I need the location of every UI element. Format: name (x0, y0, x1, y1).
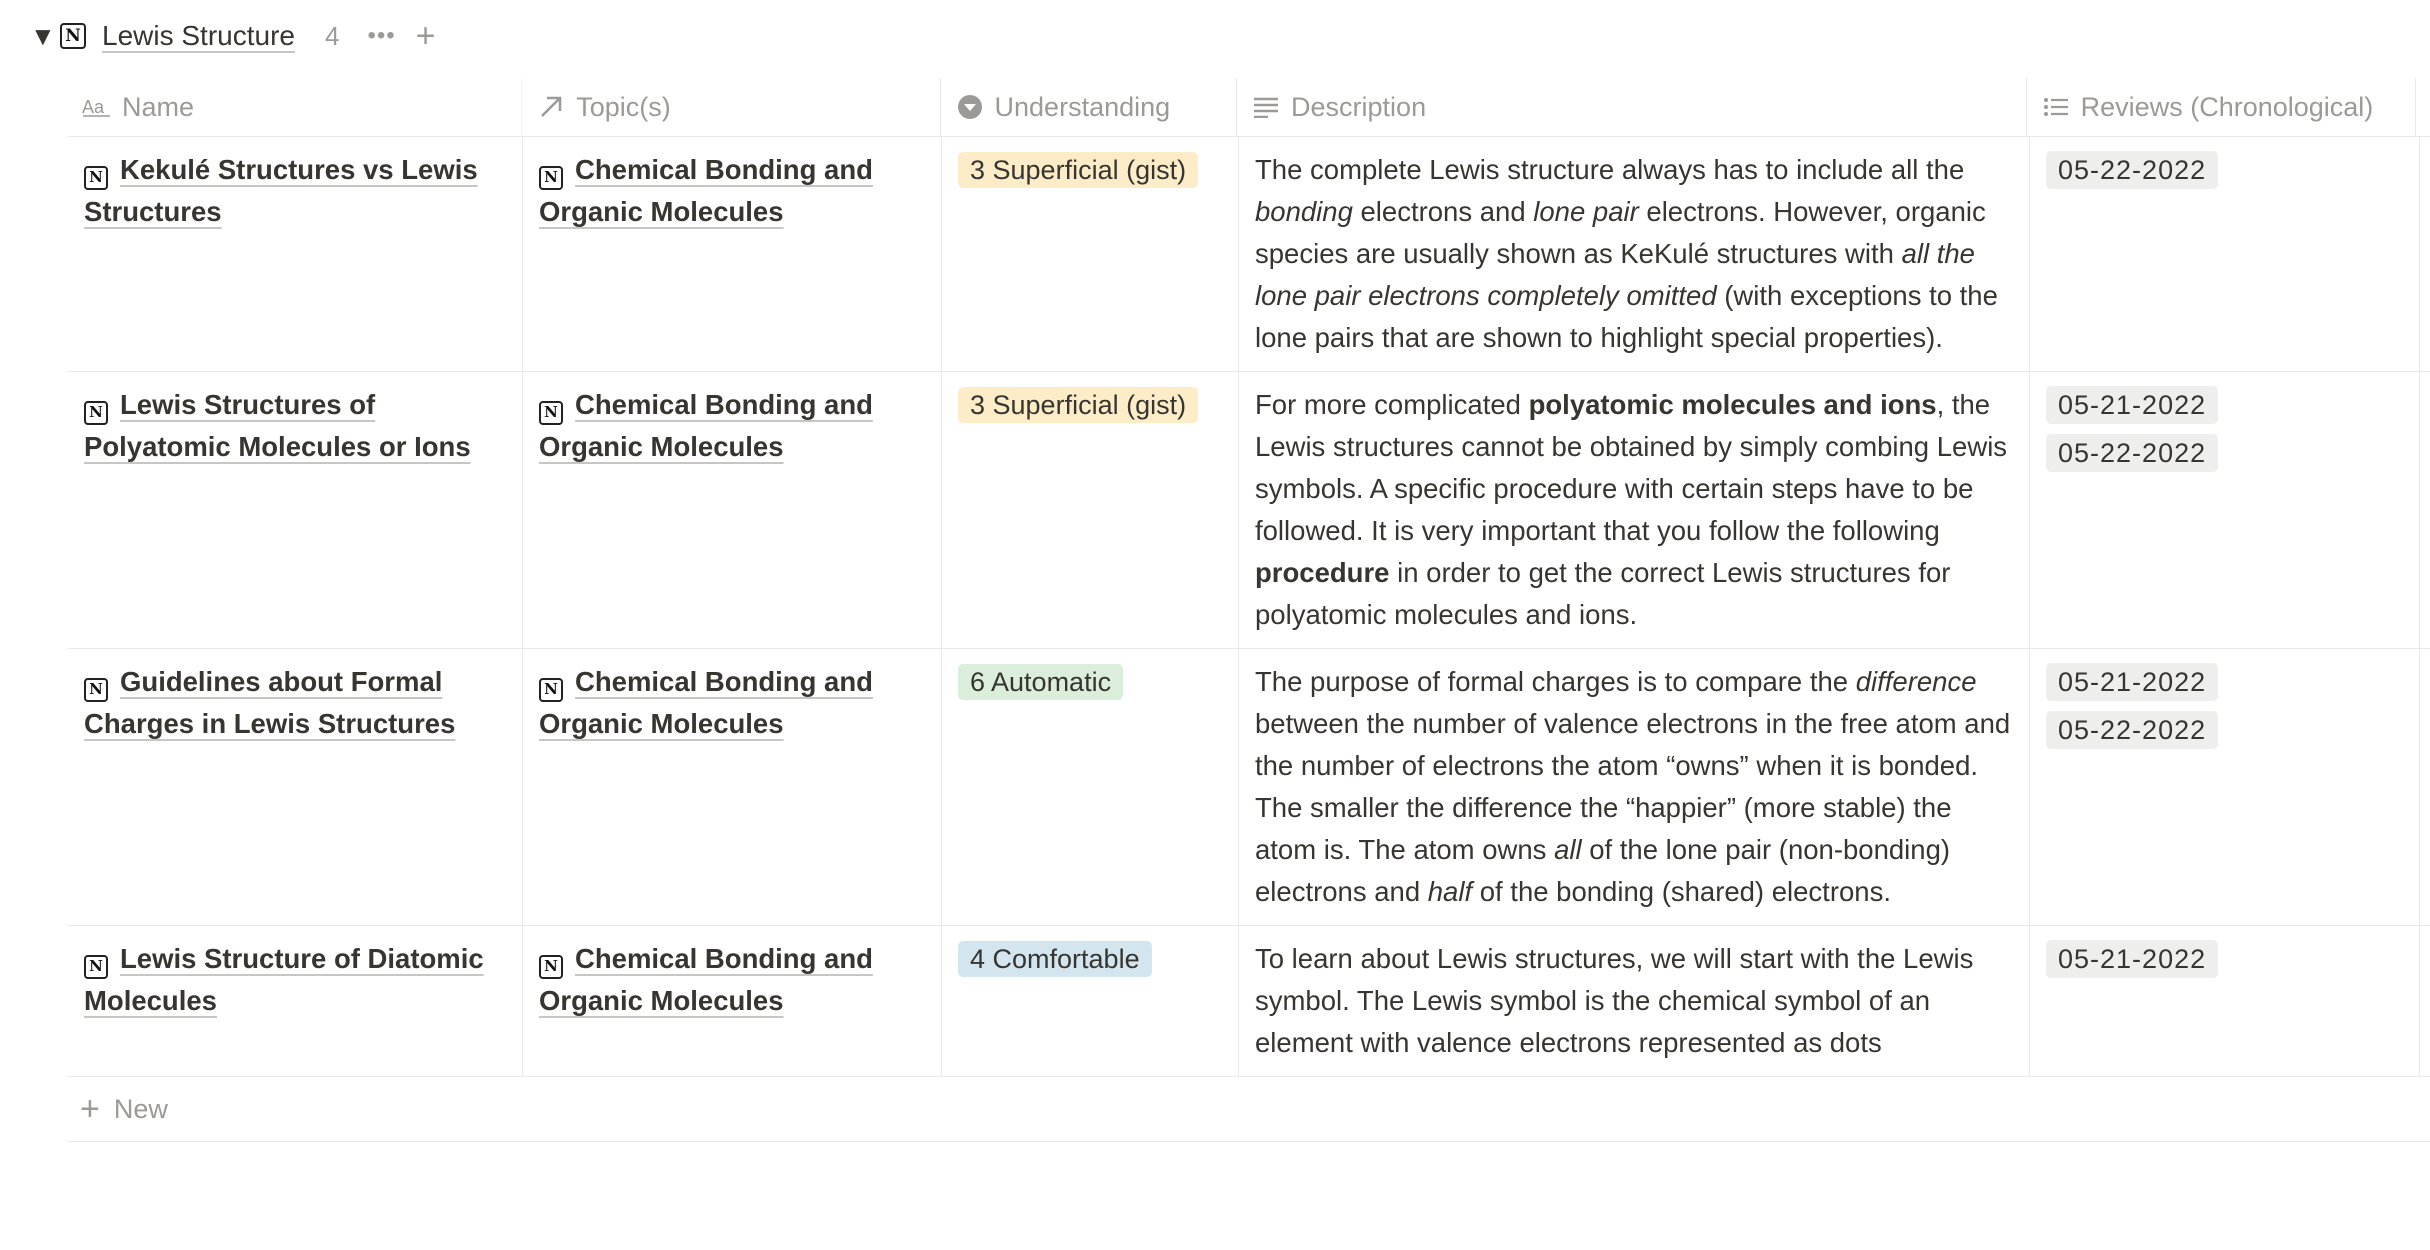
understanding-cell[interactable] (942, 137, 1239, 371)
table-row[interactable] (68, 372, 2430, 649)
description-cell[interactable] (1239, 372, 2030, 648)
table-body (68, 137, 2430, 1077)
notion-page-icon: N (60, 23, 86, 49)
description-text: The purpose of formal charges is to compare the (1255, 666, 1856, 697)
text-property-icon (82, 96, 112, 118)
plus-icon[interactable]: + (415, 16, 436, 55)
description-text: , the Lewis structures cannot be obtained by simply combing Lewis symbols. A specific procedure with certain steps have to be followed. It is very important that you follow the following (1255, 389, 2008, 546)
notion-page-icon: N (539, 166, 563, 190)
topic-cell[interactable] (523, 372, 942, 648)
page-title: Kekulé Structures vs Lewis Structures (84, 154, 478, 227)
more-horizontal-icon[interactable]: ••• (367, 22, 396, 49)
description-text: electrons. However, organic species are usually shown as KeKulé structures with (1255, 196, 1986, 269)
description-text: To learn about Lewis structures, we will start with the Lewis symbol. The Lewis symbol is the chemical symbol of an element with valence electrons represented as dots (1255, 943, 1974, 1058)
topic-cell[interactable] (523, 926, 942, 1076)
description-text: polyatomic molecules and ions (1528, 389, 1937, 420)
review-date-chip: 05-21-2022 (2046, 663, 2218, 701)
description-text: bonding (1255, 196, 1353, 227)
description-cell[interactable] (1239, 926, 2030, 1076)
understanding-cell[interactable] (942, 649, 1239, 925)
reviews-cell[interactable] (2030, 137, 2420, 371)
description-text: of the lone pair (non-bonding) electrons and (1255, 834, 1951, 907)
description-text: all (1554, 834, 1582, 865)
name-cell[interactable] (68, 372, 523, 648)
description-text: half (1427, 876, 1473, 907)
understanding-tag: 3 Superficial (gist) (958, 152, 1198, 188)
description-text: procedure (1255, 557, 1390, 588)
description-text: lone pair (1533, 196, 1639, 227)
column-header-understanding[interactable]: Understanding (941, 78, 1238, 136)
list-property-icon (2041, 96, 2071, 118)
description-cell[interactable] (1239, 137, 2030, 371)
review-date-chip: 05-22-2022 (2046, 711, 2218, 749)
table-row[interactable] (68, 137, 2430, 372)
page-title: Lewis Structure of Diatomic Molecules (84, 943, 484, 1016)
page-link[interactable] (84, 154, 478, 227)
topic-title: Chemical Bonding and Organic Molecules (539, 389, 873, 462)
description-text: between the number of valence electrons in the free atom and the number of electrons the atom “owns” when it is bonded. The smaller the difference the “happier” (more stable) the atom is. The atom owns (1255, 708, 2011, 865)
understanding-tag: 6 Automatic (958, 664, 1123, 700)
column-header-name[interactable]: Aa Name (68, 78, 522, 136)
table-row[interactable] (68, 926, 2430, 1077)
topic-cell[interactable] (523, 137, 942, 371)
overflow-cell (2420, 926, 2430, 1076)
description-text: of the bonding (shared) electrons. (1472, 876, 1891, 907)
topic-cell[interactable] (523, 649, 942, 925)
group-title[interactable]: Lewis Structure (102, 20, 295, 51)
notion-page-icon: N (539, 401, 563, 425)
description-text: For more complicated (1255, 389, 1529, 420)
svg-text:Aa: Aa (82, 97, 105, 117)
table-row[interactable] (68, 649, 2430, 926)
page-link[interactable] (84, 943, 484, 1016)
plus-icon: + (80, 1089, 100, 1128)
review-date-chip: 05-22-2022 (2046, 434, 2218, 472)
collapse-toggle-icon[interactable]: ▼ (30, 20, 56, 51)
notion-page-icon: N (539, 678, 563, 702)
notion-page-icon: N (84, 678, 108, 702)
description-text: The complete Lewis structure always has to include all the (1255, 154, 1965, 185)
topic-relation-link[interactable] (539, 154, 873, 227)
description-cell[interactable] (1239, 649, 2030, 925)
description-text: electrons and (1352, 196, 1534, 227)
column-header-overflow (2416, 78, 2430, 136)
name-cell[interactable] (68, 926, 523, 1076)
page-title: Lewis Structures of Polyatomic Molecules or Ions (84, 389, 471, 462)
column-header-topics[interactable]: Topic(s) (522, 78, 940, 136)
database-table (68, 78, 2430, 1142)
relation-arrow-icon (536, 94, 566, 120)
notion-page-icon: N (84, 955, 108, 979)
table-header-row (68, 78, 2430, 137)
description-text: (with exceptions to the lone pairs that are shown to highlight special properties). (1255, 280, 1998, 353)
column-header-description[interactable]: Description (1237, 78, 2027, 136)
reviews-cell[interactable] (2030, 926, 2420, 1076)
notion-page-icon: N (539, 955, 563, 979)
topic-title: Chemical Bonding and Organic Molecules (539, 943, 873, 1016)
name-cell[interactable] (68, 137, 523, 371)
overflow-cell (2420, 649, 2430, 925)
topic-title: Chemical Bonding and Organic Molecules (539, 666, 873, 739)
column-header-reviews[interactable]: Reviews (Chronological) (2027, 78, 2416, 136)
text-lines-icon (1251, 96, 1281, 118)
add-new-row-button[interactable]: + New (68, 1077, 2430, 1142)
overflow-cell (2420, 372, 2430, 648)
page-link[interactable] (84, 389, 471, 462)
topic-relation-link[interactable] (539, 666, 873, 739)
reviews-cell[interactable] (2030, 649, 2420, 925)
select-property-icon (955, 94, 985, 120)
description-text: in order to get the correct Lewis structures for polyatomic molecules and ions. (1255, 557, 1951, 630)
review-date-chip: 05-22-2022 (2046, 151, 2218, 189)
group-count: 4 (324, 20, 340, 51)
topic-relation-link[interactable] (539, 389, 873, 462)
reviews-cell[interactable] (2030, 372, 2420, 648)
overflow-cell (2420, 137, 2430, 371)
description-text: difference (1855, 666, 1977, 697)
understanding-tag: 4 Comfortable (958, 941, 1152, 977)
review-date-chip: 05-21-2022 (2046, 386, 2218, 424)
understanding-cell[interactable] (942, 926, 1239, 1076)
topic-relation-link[interactable] (539, 943, 873, 1016)
review-date-chip: 05-21-2022 (2046, 940, 2218, 978)
page-title: Guidelines about Formal Charges in Lewis Structures (84, 666, 456, 739)
notion-page-icon: N (84, 401, 108, 425)
notion-page-icon: N (84, 166, 108, 190)
understanding-tag: 3 Superficial (gist) (958, 387, 1198, 423)
name-cell[interactable] (68, 649, 523, 925)
understanding-cell[interactable] (942, 372, 1239, 648)
description-text: all the lone pair electrons completely omitted (1255, 238, 1975, 311)
group-header (30, 14, 436, 58)
page-link[interactable] (84, 666, 455, 739)
topic-title: Chemical Bonding and Organic Molecules (539, 154, 873, 227)
